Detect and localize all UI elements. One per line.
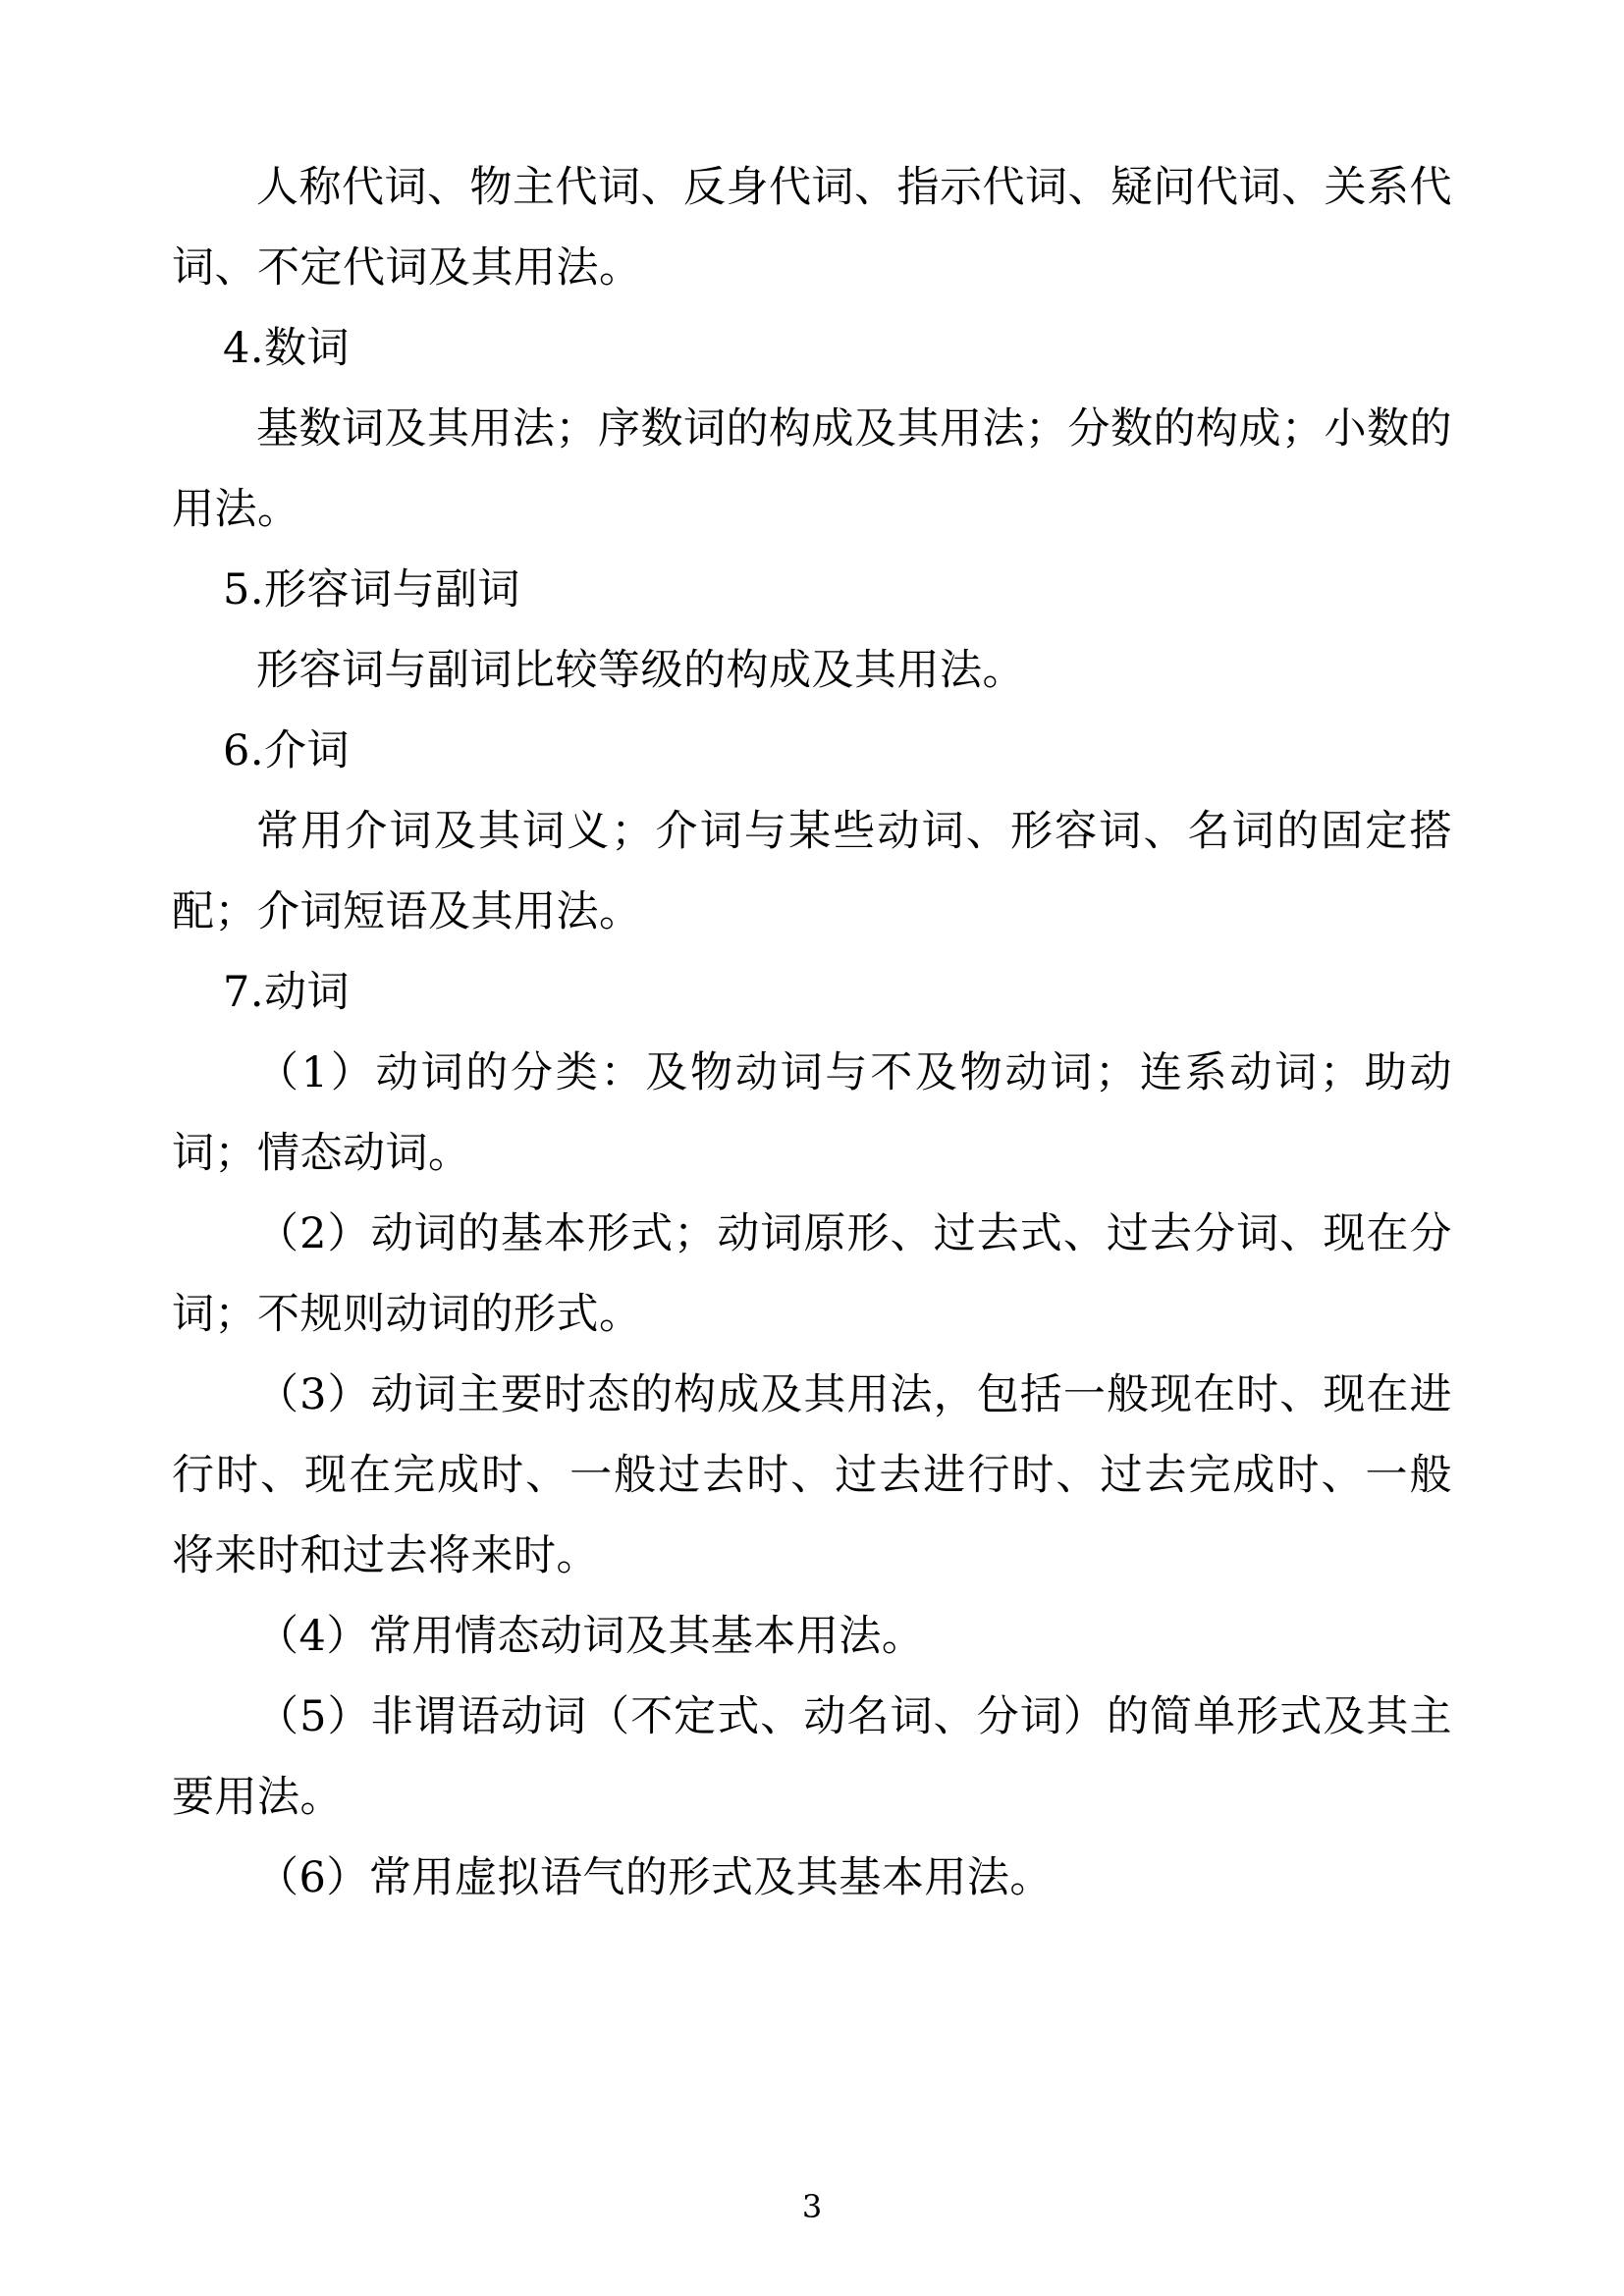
page-body-text [172, 147, 1452, 1918]
paragraph-verbs-item-5: （5）非谓语动词（不定式、动名词、分词）的简单形式及其主要用法。 [172, 1692, 1452, 1822]
paragraph-verbs-item-2: （2）动词的基本形式；动词原形、过去式、过去分词、现在分词；不规则动词的形式。 [172, 1209, 1452, 1339]
heading-4-numerals: 4.数词 [223, 324, 351, 373]
paragraph-numerals-body: 基数词及其用法；序数词的构成及其用法；分数的构成；小数的用法。 [172, 404, 1452, 534]
heading-5-adjectives-adverbs: 5.形容词与副词 [223, 565, 521, 614]
paragraph-verbs-item-6: （6）常用虚拟语气的形式及其基本用法。 [256, 1853, 1053, 1902]
heading-7-verbs: 7.动词 [223, 968, 351, 1017]
paragraph-adjectives-adverbs-body: 形容词与副词比较等级的构成及其用法。 [256, 646, 1025, 695]
paragraph-pronouns-body: 人称代词、物主代词、反身代词、指示代词、疑问代词、关系代词、不定代词及其用法。 [172, 163, 1452, 293]
paragraph-verbs-item-3: （3）动词主要时态的构成及其用法，包括一般现在时、现在进行时、现在完成时、一般过去时、过去进行时、过去完成时、一般将来时和过去将来时。 [172, 1370, 1452, 1580]
paragraph-verbs-item-1: （1）动词的分类：及物动词与不及物动词；连系动词；助动词；情态动词。 [172, 1048, 1452, 1178]
paragraph-verbs-item-4: （4）常用情态动词及其基本用法。 [256, 1612, 925, 1661]
page-number: 3 [801, 2188, 823, 2225]
heading-6-prepositions: 6.介词 [223, 726, 351, 775]
paragraph-prepositions-body: 常用介词及其词义；介词与某些动词、形容词、名词的固定搭配；介词短语及其用法。 [172, 807, 1452, 936]
